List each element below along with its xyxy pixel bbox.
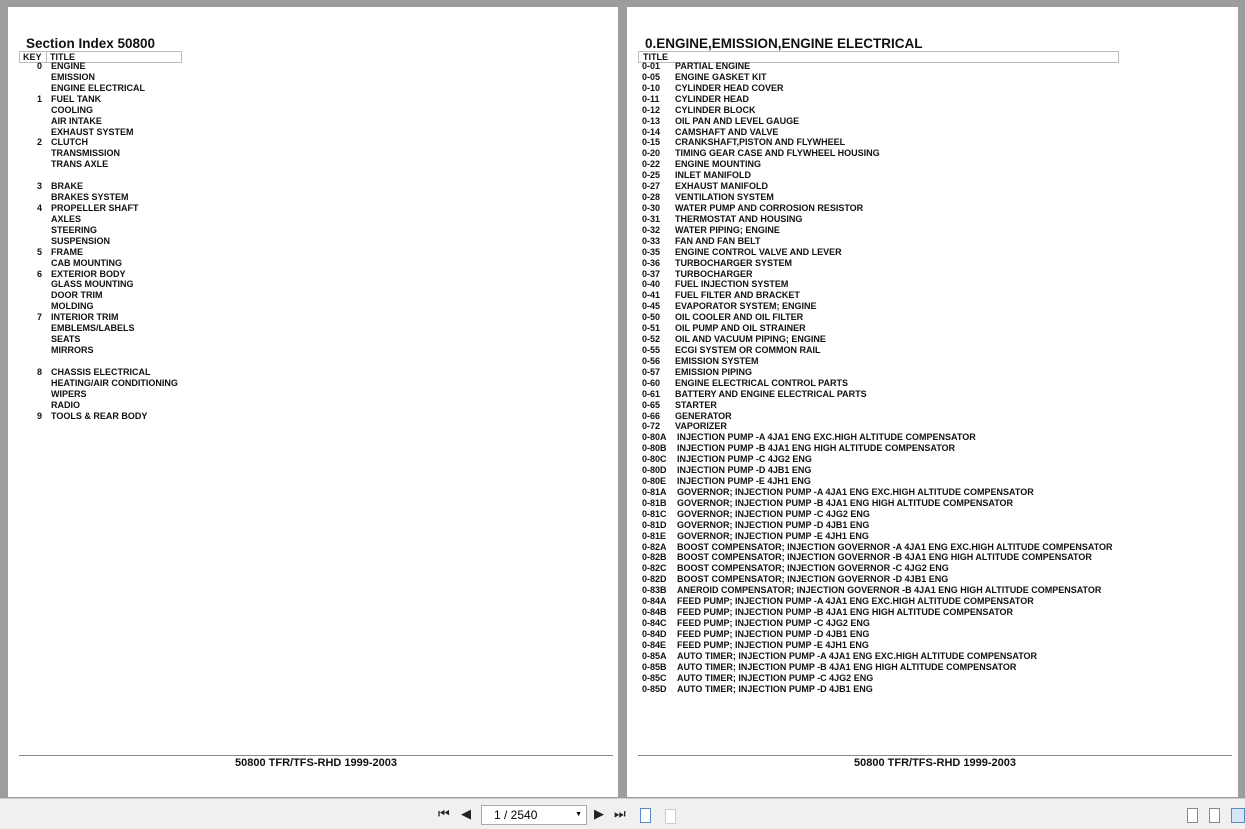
row-title: AUTO TIMER; INJECTION PUMP -D 4JB1 ENG	[677, 683, 873, 694]
row-code: 0-82B	[642, 552, 667, 563]
row-title: ENGINE ELECTRICAL CONTROL PARTS	[675, 377, 849, 388]
row-title: INJECTION PUMP -A 4JA1 ENG EXC.HIGH ALTITUDE COMPENSATOR	[677, 432, 976, 443]
row-code: 0-81D	[642, 519, 667, 530]
index-row[interactable]	[20, 378, 220, 389]
row-title: WATER PIPING; ENGINE	[675, 224, 780, 235]
row-code: 0-25	[642, 170, 661, 181]
index-row[interactable]	[20, 279, 220, 290]
index-row[interactable]	[20, 127, 220, 138]
row-title: INLET MANIFOLD	[675, 170, 751, 181]
index-row[interactable]	[20, 323, 220, 334]
index-row[interactable]	[642, 72, 1232, 83]
row-code: 0-50	[642, 312, 661, 323]
index-row[interactable]	[642, 509, 1232, 520]
row-title: AUTO TIMER; INJECTION PUMP -B 4JA1 ENG HIGH ALTITUDE COMPENSATOR	[677, 661, 1017, 672]
row-code: 0-83B	[642, 585, 667, 596]
row-code: 0-82C	[642, 563, 667, 574]
index-row[interactable]	[642, 563, 1232, 574]
row-title: PROPELLER SHAFT	[51, 202, 139, 213]
row-title: SEATS	[51, 334, 81, 345]
index-row[interactable]	[20, 269, 220, 280]
row-title: FEED PUMP; INJECTION PUMP -E 4JH1 ENG	[677, 639, 869, 650]
index-row[interactable]	[642, 531, 1232, 542]
row-code: 0-33	[642, 235, 661, 246]
row-code: 0-45	[642, 301, 661, 312]
index-row[interactable]	[642, 552, 1232, 563]
row-code: 0-55	[642, 344, 661, 355]
row-key: 0	[36, 61, 42, 71]
footer-divider	[19, 755, 613, 756]
index-row[interactable]	[642, 498, 1232, 509]
row-key: 4	[36, 202, 42, 213]
row-title: FEED PUMP; INJECTION PUMP -B 4JA1 ENG HIGH ALTITUDE COMPENSATOR	[677, 607, 1014, 618]
index-row[interactable]	[20, 236, 220, 247]
index-row[interactable]	[20, 400, 220, 411]
row-title: CAB MOUNTING	[51, 257, 122, 268]
row-title: AIR INTAKE	[51, 115, 102, 126]
index-row[interactable]	[20, 356, 220, 367]
row-code: 0-51	[642, 323, 661, 334]
row-title: INJECTION PUMP -C 4JG2 ENG	[677, 454, 812, 465]
row-title: FUEL INJECTION SYSTEM	[675, 279, 789, 290]
index-row[interactable]	[642, 334, 1232, 345]
row-code: 0-52	[642, 334, 661, 345]
index-row[interactable]	[642, 116, 1232, 127]
index-row[interactable]	[642, 61, 1232, 72]
row-code: 0-66	[642, 410, 661, 421]
index-row[interactable]	[642, 214, 1232, 225]
single-page-view-icon[interactable]	[1187, 808, 1198, 823]
index-row[interactable]	[642, 454, 1232, 465]
index-row[interactable]	[642, 225, 1232, 236]
row-title: EXHAUST MANIFOLD	[675, 181, 768, 192]
row-title: GOVERNOR; INJECTION PUMP -E 4JH1 ENG	[677, 530, 869, 541]
row-title: BOOST COMPENSATOR; INJECTION GOVERNOR -D 4JB1 ENG	[677, 574, 949, 585]
two-page-view-icon[interactable]	[1231, 808, 1245, 823]
row-code: 0-82A	[642, 541, 667, 552]
index-row[interactable]	[20, 247, 220, 258]
row-code: 0-14	[642, 126, 661, 137]
row-title: BOOST COMPENSATOR; INJECTION GOVERNOR -C 4JG2 ENG	[677, 563, 949, 574]
row-title: ENGINE MOUNTING	[675, 159, 762, 170]
index-row[interactable]	[642, 607, 1232, 618]
index-row[interactable]	[642, 400, 1232, 411]
index-row[interactable]	[20, 367, 220, 378]
row-title: ENGINE GASKET KIT	[675, 71, 767, 82]
row-code: 0-13	[642, 115, 661, 126]
index-row[interactable]	[642, 618, 1232, 629]
row-title: OIL AND VACUUM PIPING; ENGINE	[675, 334, 826, 345]
row-code: 0-32	[642, 224, 661, 235]
row-title: GENERATOR	[675, 410, 732, 421]
index-row[interactable]	[20, 203, 220, 214]
row-title: BATTERY AND ENGINE ELECTRICAL PARTS	[675, 388, 867, 399]
row-code: 0-60	[642, 377, 661, 388]
row-key: 9	[36, 410, 42, 421]
row-title: OIL PUMP AND OIL STRAINER	[675, 323, 806, 334]
row-title: GOVERNOR; INJECTION PUMP -B 4JA1 ENG HIGH ALTITUDE COMPENSATOR	[677, 497, 1014, 508]
header-title: TITLE	[46, 52, 75, 62]
row-code: 0-20	[642, 148, 661, 159]
disabled-page-icon[interactable]	[665, 809, 676, 824]
row-title: EMISSION PIPING	[675, 366, 753, 377]
row-title: EXTERIOR BODY	[51, 268, 126, 279]
row-title: ENGINE CONTROL VALVE AND LEVER	[675, 246, 842, 257]
index-row[interactable]	[642, 170, 1232, 181]
index-row[interactable]	[642, 651, 1232, 662]
row-code: 0-81E	[642, 530, 667, 541]
row-code: 0-81A	[642, 486, 667, 497]
footer-divider	[638, 755, 1232, 756]
index-row[interactable]	[20, 411, 220, 422]
row-title: AUTO TIMER; INJECTION PUMP -A 4JA1 ENG EXC.HIGH ALTITUDE COMPENSATOR	[677, 650, 1038, 661]
row-title: CYLINDER HEAD	[675, 93, 750, 104]
index-row[interactable]	[642, 290, 1232, 301]
index-row[interactable]	[642, 203, 1232, 214]
row-title: OIL PAN AND LEVEL GAUGE	[675, 115, 800, 126]
row-code: 0-85C	[642, 672, 667, 683]
index-row[interactable]	[20, 225, 220, 236]
index-row[interactable]	[642, 542, 1232, 553]
row-title: INJECTION PUMP -E 4JH1 ENG	[677, 476, 811, 487]
parts-index-list	[642, 61, 1232, 694]
row-code: 0-85A	[642, 650, 667, 661]
row-code: 0-11	[642, 93, 660, 104]
page-number-select[interactable]	[481, 805, 587, 825]
row-title: EMISSION SYSTEM	[675, 355, 759, 366]
index-row[interactable]	[642, 181, 1232, 192]
row-title: STARTER	[675, 399, 717, 410]
row-title: TURBOCHARGER SYSTEM	[675, 257, 793, 268]
page-indicator: 1 / 2540	[494, 808, 538, 822]
row-title: TRANSMISSION	[51, 148, 121, 159]
row-title: OIL COOLER AND OIL FILTER	[675, 312, 804, 323]
index-row[interactable]	[20, 61, 220, 72]
row-title: VAPORIZER	[675, 421, 727, 432]
row-title: AXLES	[51, 213, 82, 224]
index-row[interactable]	[642, 520, 1232, 531]
index-row[interactable]	[20, 94, 220, 105]
row-code: 0-80B	[642, 443, 667, 454]
row-title: FEED PUMP; INJECTION PUMP -D 4JB1 ENG	[677, 628, 870, 639]
row-key: 3	[36, 181, 42, 192]
index-row[interactable]	[642, 684, 1232, 695]
row-title: RADIO	[51, 399, 80, 410]
row-title: THERMOSTAT AND HOUSING	[675, 213, 803, 224]
right-page	[627, 7, 1238, 797]
row-title: ENGINE	[51, 61, 86, 71]
header-title: TITLE	[643, 52, 668, 62]
row-key: 1	[36, 93, 42, 104]
header-key: KEY	[23, 52, 42, 62]
index-row[interactable]	[642, 258, 1232, 269]
page-title: Section Index 50800	[26, 36, 156, 51]
index-row[interactable]	[20, 72, 220, 83]
row-title: INJECTION PUMP -B 4JA1 ENG HIGH ALTITUDE COMPENSATOR	[677, 443, 956, 454]
index-row[interactable]	[642, 105, 1232, 116]
index-row[interactable]	[20, 105, 220, 116]
index-row[interactable]	[642, 662, 1232, 673]
row-code: 0-84D	[642, 628, 667, 639]
index-row[interactable]	[642, 269, 1232, 280]
rotate-page-icon[interactable]	[640, 808, 651, 823]
row-code: 0-81B	[642, 497, 667, 508]
row-code: 0-84A	[642, 596, 667, 607]
prev-page-icon[interactable]: ◀	[461, 806, 471, 821]
index-row[interactable]	[642, 367, 1232, 378]
row-title: GOVERNOR; INJECTION PUMP -C 4JG2 ENG	[677, 508, 870, 519]
continuous-view-icon[interactable]	[1209, 808, 1220, 823]
row-title: VENTILATION SYSTEM	[675, 192, 774, 203]
row-title: FRAME	[51, 246, 83, 257]
index-row[interactable]	[642, 640, 1232, 651]
row-code: 0-80C	[642, 454, 667, 465]
row-title: BOOST COMPENSATOR; INJECTION GOVERNOR -A 4JA1 ENG EXC.HIGH ALTITUDE COMPENSATOR	[677, 541, 1113, 552]
index-row[interactable]	[642, 389, 1232, 400]
row-code: 0-10	[642, 82, 661, 93]
index-row[interactable]	[642, 236, 1232, 247]
next-page-icon[interactable]: ▶	[594, 806, 604, 821]
row-title: PARTIAL ENGINE	[675, 61, 751, 71]
index-row[interactable]	[642, 137, 1232, 148]
row-code: 0-15	[642, 137, 661, 148]
left-page	[8, 7, 618, 797]
row-title: CYLINDER HEAD COVER	[675, 82, 784, 93]
row-title: CHASSIS ELECTRICAL	[51, 366, 151, 377]
row-title: TURBOCHARGER	[675, 268, 753, 279]
row-title: FEED PUMP; INJECTION PUMP -C 4JG2 ENG	[677, 618, 870, 629]
row-code: 0-84B	[642, 607, 667, 618]
row-title: SUSPENSION	[51, 235, 111, 246]
row-title: BRAKES SYSTEM	[51, 192, 129, 203]
row-title: BOOST COMPENSATOR; INJECTION GOVERNOR -B 4JA1 ENG HIGH ALTITUDE COMPENSATOR	[677, 552, 1092, 563]
index-row[interactable]	[642, 94, 1232, 105]
page-footer: 50800 TFR/TFS-RHD 1999-2003	[853, 757, 1016, 769]
index-row[interactable]	[642, 192, 1232, 203]
row-title: AUTO TIMER; INJECTION PUMP -C 4JG2 ENG	[677, 672, 874, 683]
index-row[interactable]	[642, 356, 1232, 367]
index-row[interactable]	[20, 214, 220, 225]
row-title: EXHAUST SYSTEM	[51, 126, 134, 137]
row-title: CAMSHAFT AND VALVE	[675, 126, 779, 137]
index-row[interactable]	[20, 345, 220, 356]
row-title: WATER PUMP AND CORROSION RESISTOR	[675, 202, 864, 213]
index-row[interactable]	[642, 574, 1232, 585]
index-row[interactable]	[642, 629, 1232, 640]
row-title: TOOLS & REAR BODY	[51, 410, 148, 421]
row-title: EVAPORATOR SYSTEM; ENGINE	[675, 301, 817, 312]
index-row[interactable]	[642, 323, 1232, 334]
row-title: FAN AND FAN BELT	[675, 235, 761, 246]
row-key: 7	[36, 312, 42, 323]
row-code: 0-35	[642, 246, 661, 257]
row-code: 0-80E	[642, 476, 667, 487]
row-title: ENGINE ELECTRICAL	[51, 82, 146, 93]
row-title: WIPERS	[51, 388, 87, 399]
index-row[interactable]	[20, 290, 220, 301]
row-code: 0-31	[642, 213, 661, 224]
row-title: CRANKSHAFT,PISTON AND FLYWHEEL	[675, 137, 846, 148]
index-row[interactable]	[642, 378, 1232, 389]
index-row[interactable]	[642, 312, 1232, 323]
index-row[interactable]	[642, 673, 1232, 684]
row-title: HEATING/AIR CONDITIONING	[51, 377, 178, 388]
row-title: INJECTION PUMP -D 4JB1 ENG	[677, 465, 812, 476]
row-key: 8	[36, 366, 42, 377]
row-code: 0-72	[642, 421, 661, 432]
index-row[interactable]	[20, 389, 220, 400]
row-code: 0-82D	[642, 574, 667, 585]
row-title: BRAKE	[51, 181, 84, 192]
index-row[interactable]	[642, 465, 1232, 476]
index-row[interactable]	[642, 443, 1232, 454]
index-row[interactable]	[20, 170, 220, 181]
row-title: EMISSION	[51, 71, 96, 82]
index-row[interactable]	[642, 279, 1232, 290]
row-key: 2	[36, 137, 42, 148]
row-key: 6	[36, 268, 42, 279]
row-title: FEED PUMP; INJECTION PUMP -A 4JA1 ENG EXC.HIGH ALTITUDE COMPENSATOR	[677, 596, 1034, 607]
row-code: 0-84C	[642, 618, 667, 629]
row-title: GOVERNOR; INJECTION PUMP -A 4JA1 ENG EXC.HIGH ALTITUDE COMPENSATOR	[677, 486, 1034, 497]
index-row[interactable]	[20, 137, 220, 148]
index-row[interactable]	[20, 258, 220, 269]
row-code: 0-22	[642, 159, 661, 170]
row-code: 0-80D	[642, 465, 667, 476]
row-title: DOOR TRIM	[51, 290, 103, 301]
section-index-list	[20, 61, 220, 421]
page-footer: 50800 TFR/TFS-RHD 1999-2003	[234, 757, 397, 769]
row-code: 0-27	[642, 181, 661, 192]
row-title: TIMING GEAR CASE AND FLYWHEEL HOUSING	[675, 148, 880, 159]
row-title: MIRRORS	[51, 344, 94, 355]
viewer-toolbar	[0, 798, 1245, 829]
row-code: 0-84E	[642, 639, 667, 650]
page-title: 0.ENGINE,EMISSION,ENGINE ELECTRICAL	[645, 36, 923, 51]
index-row[interactable]	[642, 476, 1232, 487]
row-title: EMBLEMS/LABELS	[51, 323, 135, 334]
row-title: FUEL FILTER AND BRACKET	[675, 290, 800, 301]
chevron-down-icon: ▼	[575, 811, 582, 818]
row-code: 0-57	[642, 366, 661, 377]
row-title: COOLING	[51, 104, 93, 115]
row-title: FUEL TANK	[51, 93, 102, 104]
row-code: 0-41	[642, 290, 661, 301]
index-row[interactable]	[642, 411, 1232, 422]
row-title: ANEROID COMPENSATOR; INJECTION GOVERNOR -B 4JA1 ENG HIGH ALTITUDE COMPENSATOR	[677, 585, 1102, 596]
index-row[interactable]	[20, 159, 220, 170]
row-code: 0-30	[642, 202, 661, 213]
index-row[interactable]	[20, 83, 220, 94]
index-row[interactable]	[642, 83, 1232, 94]
row-code: 0-56	[642, 355, 661, 366]
index-row[interactable]	[642, 596, 1232, 607]
index-row[interactable]	[642, 487, 1232, 498]
row-title: MOLDING	[51, 301, 94, 312]
row-key: 5	[36, 246, 42, 257]
last-page-icon[interactable]: ⏭︎	[614, 806, 626, 821]
index-row[interactable]	[642, 127, 1232, 138]
index-row[interactable]	[20, 116, 220, 127]
row-title: STEERING	[51, 224, 98, 235]
index-row[interactable]	[642, 247, 1232, 258]
row-code: 0-28	[642, 192, 661, 203]
index-row[interactable]	[642, 345, 1232, 356]
row-title: CLUTCH	[51, 137, 88, 148]
row-code: 0-81C	[642, 508, 667, 519]
row-title: GLASS MOUNTING	[51, 279, 134, 290]
row-title: ECGI SYSTEM OR COMMON RAIL	[675, 344, 821, 355]
index-row[interactable]	[642, 585, 1232, 596]
index-row[interactable]	[642, 148, 1232, 159]
index-row[interactable]	[20, 301, 220, 312]
row-code: 0-65	[642, 399, 661, 410]
index-row[interactable]	[642, 301, 1232, 312]
row-code: 0-37	[642, 268, 661, 279]
index-row[interactable]	[20, 181, 220, 192]
row-code: 0-01	[642, 61, 661, 71]
row-code: 0-12	[642, 104, 661, 115]
row-code: 0-36	[642, 257, 661, 268]
row-title: GOVERNOR; INJECTION PUMP -D 4JB1 ENG	[677, 519, 870, 530]
first-page-icon[interactable]: ⏮︎	[438, 806, 450, 821]
index-row[interactable]	[20, 312, 220, 323]
row-code: 0-85B	[642, 661, 667, 672]
index-row[interactable]	[20, 192, 220, 203]
row-title: CYLINDER BLOCK	[675, 104, 756, 115]
row-code: 0-40	[642, 279, 661, 290]
index-row[interactable]	[642, 159, 1232, 170]
index-row[interactable]	[20, 148, 220, 159]
row-code: 0-85D	[642, 683, 667, 694]
index-row[interactable]	[642, 421, 1232, 432]
row-code: 0-05	[642, 71, 661, 82]
row-title: INTERIOR TRIM	[51, 312, 119, 323]
index-row[interactable]	[20, 334, 220, 345]
row-code: 0-61	[642, 388, 661, 399]
row-title: TRANS AXLE	[51, 159, 109, 170]
index-row[interactable]	[642, 432, 1232, 443]
row-code: 0-80A	[642, 432, 667, 443]
